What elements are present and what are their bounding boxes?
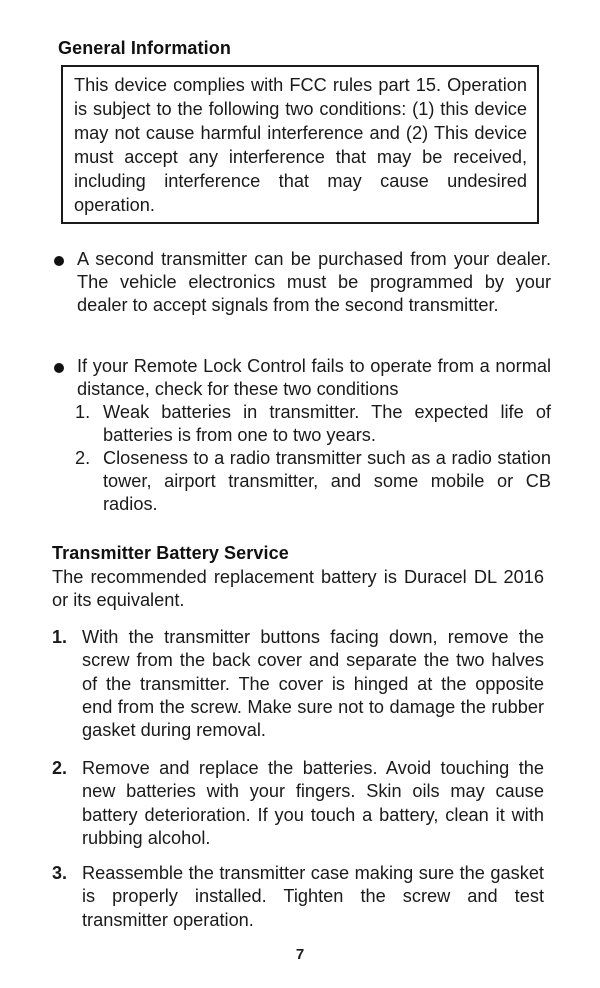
transmitter-battery-service-heading: Transmitter Battery Service: [52, 543, 289, 563]
step-item: [52, 757, 544, 850]
bullet-second-transmitter: [51, 248, 551, 317]
step-item: [52, 626, 544, 742]
conditions-list: [51, 401, 551, 516]
condition-item-weak-batteries: [51, 401, 551, 447]
step-item: [52, 862, 544, 932]
bullet-icon: [54, 363, 64, 373]
general-information-heading: General Information: [58, 38, 231, 58]
condition-text: Closeness to a radio transmitter such as a radio station tower, airport transmitter, and some mobile or CB radios.: [103, 448, 551, 514]
fcc-notice-text: This device complies with FCC rules part 15. Operation is subject to the following two conditions: (1) this device may not cause harmful interference and (2) This device must accept any interference that may be received, including interference that may cause undesired operation.: [74, 75, 527, 215]
step-number: 2.: [52, 758, 68, 778]
bullet-text: A second transmitter can be purchased from your dealer. The vehicle electronics must be programmed by your dealer to accept signals from the second transmitter.: [77, 249, 551, 315]
battery-intro-text: The recommended replacement battery is Duracel DL 2016 or its equivalent.: [52, 567, 544, 610]
step-text: With the transmitter buttons facing down, remove the screw from the back cover and separate the two halves of the transmitter. The cover is hinged at the opposite end from the screw. Make sure not to damage the rubber gasket during removal.: [82, 627, 544, 741]
step-number: 3.: [52, 863, 68, 883]
bullet-text: If your Remote Lock Control fails to operate from a normal distance, check for these two conditions: [77, 356, 551, 399]
step-number: 1.: [52, 627, 68, 647]
condition-item-closeness: [51, 447, 551, 516]
condition-number: 2.: [75, 448, 91, 468]
fcc-notice-box: [61, 65, 539, 224]
step-text: Remove and replace the batteries. Avoid touching the new batteries with your fingers. Skin oils may cause battery deterioration. If you touch a battery, clean it with rubbing alcohol.: [82, 758, 544, 848]
condition-number: 1.: [75, 402, 91, 422]
bullet-icon: [54, 256, 64, 266]
bullet-remote-lock-troubleshooting: [51, 355, 551, 516]
condition-text: Weak batteries in transmitter. The expected life of batteries is from one to two years.: [103, 402, 551, 445]
step-text: Reassemble the transmitter case making sure the gasket is properly installed. Tighten the screw and test transmitter operation.: [82, 863, 544, 930]
page-number: 7: [295, 946, 305, 963]
